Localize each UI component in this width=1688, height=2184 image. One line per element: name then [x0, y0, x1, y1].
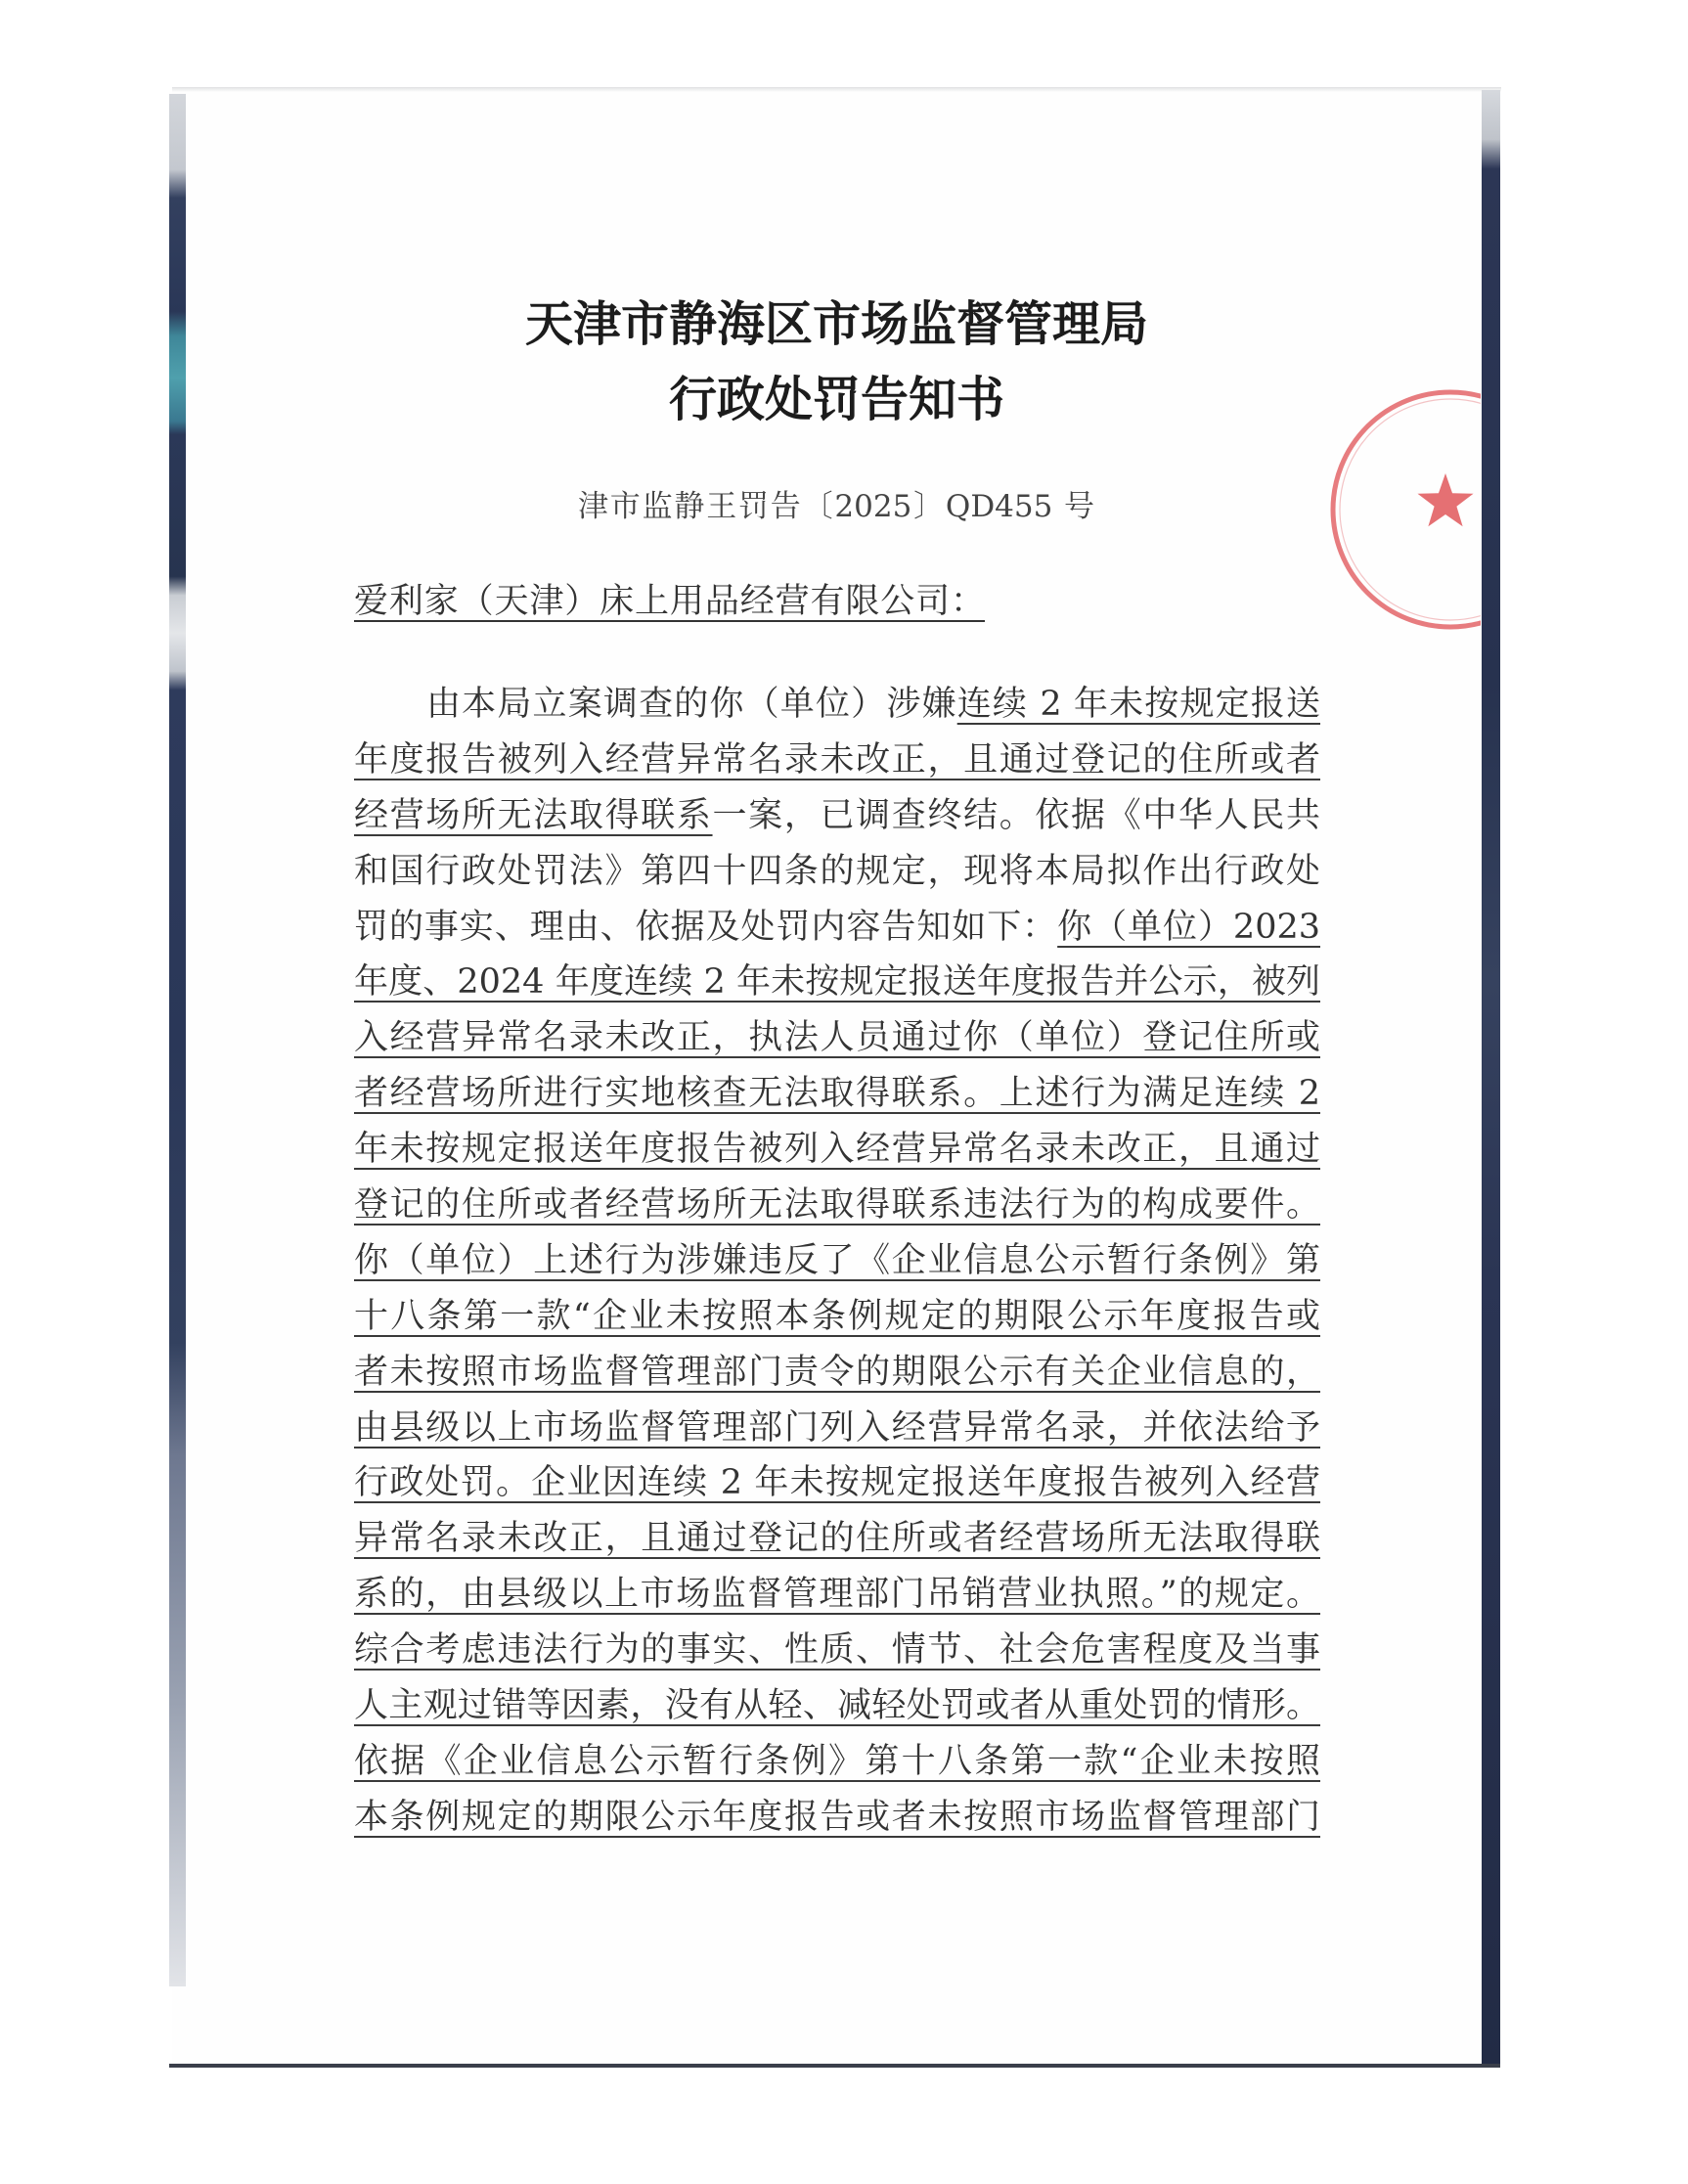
paper-top-edge: [172, 87, 1501, 92]
text-segment: 罚的事实、理由、依据及处罚内容告知如下：: [354, 907, 1058, 947]
underlined-text-segment: 登记的住所或者经营场所无法取得联系违法行为的构成要件。: [354, 1185, 1320, 1226]
text-segment: 一案，已调查终结。依据《中华人民共: [712, 795, 1320, 835]
body-line-3: [354, 788, 1320, 844]
body-line-2: [354, 733, 1320, 788]
underlined-text-segment: 年度报告被列入经营异常名录未改正，且通过登记的住所或者: [354, 739, 1320, 780]
underlined-text-segment: 你（单位）2023: [1057, 907, 1320, 947]
addressee: 爱利家（天津）床上用品经营有限公司：: [354, 582, 985, 621]
text-segment: 和国行政处罚法》第四十四条的规定，现将本局拟作出行政处: [354, 851, 1320, 891]
body-line-11: [354, 1233, 1320, 1289]
underlined-text-segment: 者经营场所进行实地核查无法取得联系。上述行为满足连续 2: [354, 1074, 1320, 1114]
seal-ring: [1333, 392, 1481, 627]
body-paragraph: [354, 677, 1320, 1846]
underlined-text-segment: 异常名录未改正，且通过登记的住所或者经营场所无法取得联: [354, 1519, 1320, 1559]
body-line-5: [354, 900, 1320, 956]
body-line-9: [354, 1122, 1320, 1178]
underlined-text-segment: 系的，由县级以上市场监督管理部门吊销营业执照。”的规定。: [354, 1575, 1320, 1615]
seal-star-icon: [1417, 473, 1473, 526]
underlined-text-segment: 行政处罚。企业因连续 2 年未按规定报送年度报告被列入经营: [354, 1463, 1320, 1503]
document-number: 津市监静王罚告〔2025〕QD455 号: [578, 489, 1094, 524]
title-line-2: 行政处罚告知书: [668, 371, 1004, 427]
underlined-text-segment: 入经营异常名录未改正，执法人员通过你（单位）登记住所或: [354, 1018, 1320, 1058]
body-line-20: [354, 1734, 1320, 1790]
body-line-21: [354, 1790, 1320, 1846]
text-segment: 由本局立案调查的你（单位）涉嫌: [426, 685, 957, 724]
body-line-14: [354, 1401, 1320, 1456]
body-line-19: [354, 1678, 1320, 1734]
body-line-8: [354, 1066, 1320, 1122]
body-line-15: [354, 1455, 1320, 1511]
underlined-text-segment: 人主观过错等因素，没有从轻、减轻处罚或者从重处罚的情形。: [354, 1686, 1320, 1726]
underlined-text-segment: 经营场所无法取得联系: [354, 795, 713, 835]
body-line-18: [354, 1623, 1320, 1678]
underlined-text-segment: 由县级以上市场监督管理部门列入经营异常名录，并依法给予: [354, 1407, 1320, 1448]
body-line-16: [354, 1511, 1320, 1567]
underlined-text-segment: 年未按规定报送年度报告被列入经营异常名录未改正，且通过: [354, 1130, 1320, 1170]
underlined-text-segment: 者未按照市场监督管理部门责令的期限公示有关企业信息的，: [354, 1352, 1320, 1392]
underlined-text-segment: 年度、2024 年度连续 2 年未按规定报送年度报告并公示，被列: [354, 962, 1320, 1003]
underlined-text-segment: 本条例规定的期限公示年度报告或者未按照市场监督管理部门: [354, 1797, 1320, 1837]
underlined-text-segment: 综合考虑违法行为的事实、性质、情节、社会危害程度及当事: [354, 1630, 1320, 1671]
body-line-12: [354, 1289, 1320, 1345]
body-line-17: [354, 1567, 1320, 1623]
underlined-text-segment: 十八条第一款“企业未按照本条例规定的期限公示年度报告或: [354, 1296, 1320, 1336]
title-line-1: 天津市静海区市场监督管理局: [524, 295, 1148, 352]
underlined-text-segment: 连续 2 年未按规定报送: [956, 685, 1320, 724]
underlined-text-segment: 依据《企业信息公示暂行条例》第十八条第一款“企业未按照: [354, 1741, 1320, 1781]
underlined-text-segment: 你（单位）上述行为涉嫌违反了《企业信息公示暂行条例》第: [354, 1240, 1320, 1280]
body-line-1: [354, 677, 1320, 733]
official-seal-stamp: [1310, 372, 1481, 655]
body-line-4: [354, 844, 1320, 900]
body-line-13: [354, 1345, 1320, 1401]
body-line-7: [354, 1010, 1320, 1066]
body-line-6: [354, 955, 1320, 1010]
body-line-10: [354, 1178, 1320, 1233]
paper-bottom-edge: [169, 2064, 1500, 2068]
